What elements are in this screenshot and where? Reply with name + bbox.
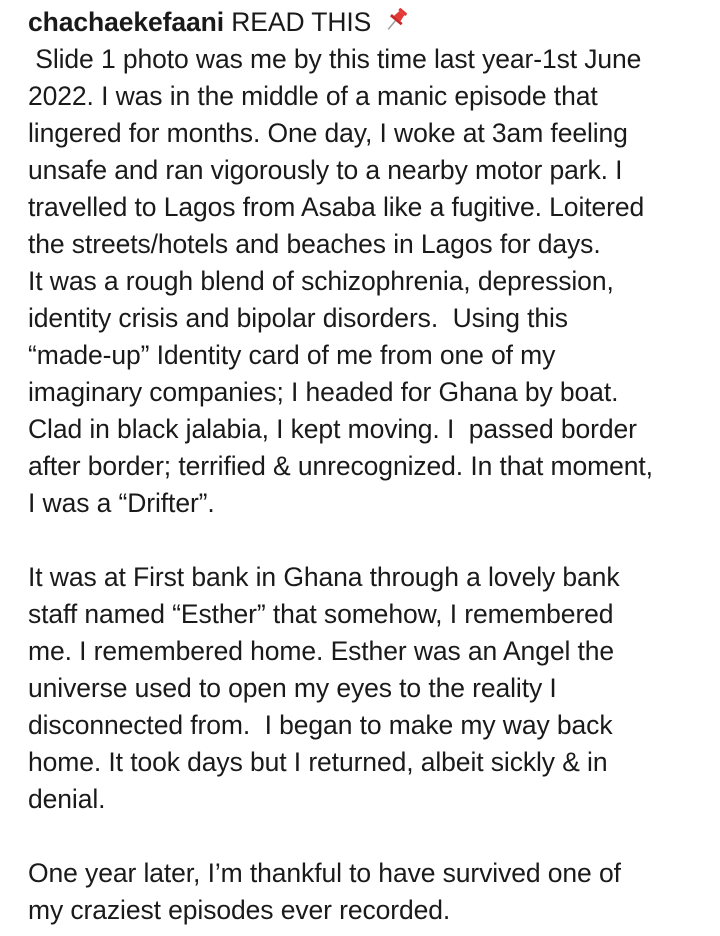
- caption-line: denial.: [28, 784, 106, 814]
- paragraph-break: [28, 522, 708, 559]
- header-text: READ THIS: [224, 7, 379, 37]
- caption-line: “made-up” Identity card of me from one of my: [28, 340, 556, 370]
- caption-line: identity crisis and bipolar disorders. Using this: [28, 303, 568, 333]
- caption-line: after border; terrified & unrecognized. In that moment,: [28, 451, 653, 481]
- caption-line: imaginary companies; I headed for Ghana by boat.: [28, 377, 619, 407]
- caption-line: the streets/hotels and beaches in Lagos for days.: [28, 229, 601, 259]
- username-link[interactable]: chachaekefaani: [28, 7, 224, 37]
- caption-line: Clad in black jalabia, I kept moving. I passed border: [28, 414, 637, 444]
- caption-line: It was a rough blend of schizophrenia, depression,: [28, 266, 614, 296]
- caption-line: travelled to Lagos from Asaba like a fugitive. Loitered: [28, 192, 645, 222]
- caption-line: staff named “Esther” that somehow, I remembered: [28, 599, 614, 629]
- post-caption: [28, 4, 708, 929]
- caption-line: 2022. I was in the middle of a manic episode that: [28, 81, 598, 111]
- caption-line: One year later, I’m thankful to have survived one of: [28, 858, 621, 888]
- caption-header: [28, 4, 708, 41]
- caption-line: disconnected from. I began to make my way back: [28, 710, 613, 740]
- caption-line: me. I remembered home. Esther was an Angel the: [28, 636, 615, 666]
- caption-line: universe used to open my eyes to the reality I: [28, 673, 557, 703]
- caption-line: It was at First bank in Ghana through a lovely bank: [28, 562, 620, 592]
- caption-line: my craziest episodes ever recorded.: [28, 895, 451, 925]
- paragraph-break: [28, 818, 708, 855]
- caption-line: Slide 1 photo was me by this time last year-1st June: [28, 44, 642, 74]
- caption-line: home. It took days but I returned, albeit sickly & in: [28, 747, 608, 777]
- caption-line: unsafe and ran vigorously to a nearby motor park. I: [28, 155, 623, 185]
- caption-line: lingered for months. One day, I woke at 3am feeling: [28, 118, 628, 148]
- caption-line: I was a “Drifter”.: [28, 488, 215, 518]
- pushpin-icon: [381, 5, 411, 35]
